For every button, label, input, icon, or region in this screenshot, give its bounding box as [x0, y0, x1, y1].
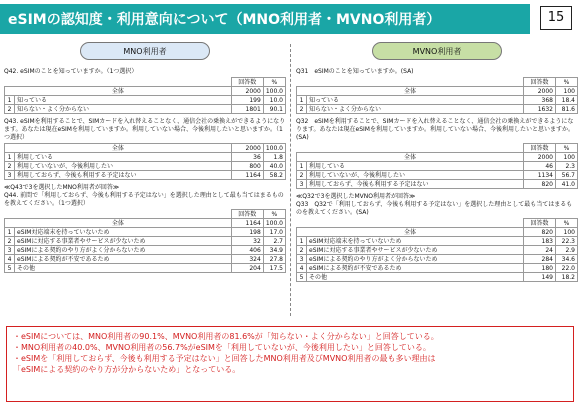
total-label: 全体 [5, 87, 232, 96]
total-count: 820 [524, 228, 556, 237]
total-count: 2000 [524, 87, 556, 96]
page-title: eSIMの認知度・利用意向について（MNO利用者・MVNO利用者） [8, 12, 441, 28]
table-row: 5 その他 204 17.5 [5, 264, 286, 273]
q42-block [4, 68, 286, 114]
total-pct: 100.0 [263, 87, 285, 96]
total-label: 全体 [5, 219, 232, 228]
q43-table [4, 143, 286, 180]
mno-label: MNO利用者 [80, 42, 210, 60]
table-row: 2 利用していないが、今後利用したい 800 40.0 [5, 162, 286, 171]
table-row: 1 eSIM対応端末を持っていないため 198 17.0 [5, 228, 286, 237]
header-pct: % [263, 78, 285, 87]
total-count: 2000 [231, 87, 263, 96]
table-row: 2 利用していないが、今後利用したい 1134 56.7 [297, 171, 578, 180]
summary-box [6, 326, 574, 402]
summary-line: ・eSIMについては、MNO利用者の90.1%、MVNO利用者の81.6%が「知らない・よく分からない」と回答している。 [13, 332, 439, 341]
q42-question: Q42. eSIMのことを知っていますか。（1つ選択） [4, 68, 138, 75]
q33-question: Q33 Q32で「利用しておらず、今後も利用する予定はない」を選択した理由として最も当てはまるものを教えてください。(SA) [296, 201, 573, 216]
table-row: 1 eSIM対応端末を持っていないため 183 22.3 [297, 237, 578, 246]
q44-table [4, 209, 286, 273]
q44-block [4, 184, 286, 273]
total-pct: 100.0 [263, 144, 285, 153]
total-pct: 100 [556, 153, 578, 162]
header-pct: % [556, 219, 578, 228]
total-count: 2000 [231, 144, 263, 153]
header-pct: % [263, 210, 285, 219]
table-row: 4 eSIMによる契約が不安であるため 180 22.0 [297, 264, 578, 273]
summary-line: 「eSIMによる契約のやり方が分からないため」となっている。 [13, 365, 241, 374]
q33-block [296, 193, 578, 282]
table-row: 4 eSIMによる契約が不安であるため 324 27.8 [5, 255, 286, 264]
total-label: 全体 [297, 228, 524, 237]
table-row: 2 eSIMに対応する事業者やサービスが少ないため 32 2.7 [5, 237, 286, 246]
total-label: 全体 [297, 153, 524, 162]
total-count: 1164 [231, 219, 263, 228]
table-row: 3 利用しておらず、今後も利用する予定はない 820 41.0 [297, 180, 578, 189]
table-row: 1 利用している 46 2.3 [297, 162, 578, 171]
q31-question: Q31 eSIMのことを知っていますか。(SA) [296, 68, 414, 75]
header-pct: % [556, 144, 578, 153]
table-row: 1 利用している 36 1.8 [5, 153, 286, 162]
header-count: 回答数 [524, 144, 556, 153]
total-pct: 100.0 [263, 219, 285, 228]
table-row: 2 知らない・よく分からない 1632 81.6 [297, 105, 578, 114]
q31-table [296, 77, 578, 114]
summary-line: ・MNO利用者の40.0%、MVNO利用者の56.7%がeSIMを「利用していないが、今後利用したい」と回答している。 [13, 343, 431, 352]
mvno-column [296, 42, 578, 286]
q33-table [296, 218, 578, 282]
total-pct: 100 [556, 228, 578, 237]
q44-condition: ≪Q43で3を選択したMNO利用者が回答≫ [4, 184, 120, 191]
table-row: 3 利用しておらず、今後も利用する予定はない 1164 58.2 [5, 171, 286, 180]
q32-question: Q32 eSIMを利用することで、SIMカードを入れ替えることなく、通信会社の乗換えができるようになります。あなたは現在eSIMを利用していますか。利用していない場合、今後利用したいと思いますか。(SA) [296, 118, 574, 141]
page-number: 15 [540, 6, 572, 30]
q43-block [4, 118, 286, 180]
q32-table [296, 143, 578, 189]
table-row: 2 eSIMに対応する事業者やサービスが少ないため 24 2.9 [297, 246, 578, 255]
q32-block [296, 118, 578, 189]
total-label: 全体 [5, 144, 232, 153]
table-row: 1 知っている 199 10.0 [5, 96, 286, 105]
header-count: 回答数 [524, 78, 556, 87]
column-divider [290, 44, 291, 316]
q44-question: Q44. 前問で「利用しておらず、今後も利用する予定はない」を選択した理由として最も当てはまるものを教えてください。（1つ選択） [4, 192, 284, 207]
summary-line: ・eSIMを「利用しておらず、今後も利用する予定はない」と回答したMNO利用者及びMVNO利用者の最も多い理由は [13, 354, 436, 363]
header-count: 回答数 [231, 210, 263, 219]
table-row: 1 知っている 368 18.4 [297, 96, 578, 105]
table-row: 3 eSIMによる契約のやり方がよく分からないため 284 34.6 [297, 255, 578, 264]
table-row: 2 知らない・よく分からない 1801 90.1 [5, 105, 286, 114]
total-count: 2000 [524, 153, 556, 162]
q31-block [296, 68, 578, 114]
header-count: 回答数 [524, 219, 556, 228]
mvno-label: MVNO利用者 [372, 42, 502, 60]
table-row: 5 その他 149 18.2 [297, 273, 578, 282]
header-count: 回答数 [231, 78, 263, 87]
q43-question: Q43. eSIMを利用することで、SIMカードを入れ替えることなく、通信会社の乗換えができるようになります。あなたは現在eSIMを利用していますか。利用していない場合、今後利用したいと思いますか。（1つ選択） [4, 118, 286, 141]
header-pct: % [556, 78, 578, 87]
total-pct: 100 [556, 87, 578, 96]
q42-table [4, 77, 286, 114]
title-bar [0, 4, 530, 34]
total-label: 全体 [297, 87, 524, 96]
q33-condition: ≪Q32で3を選択したMVNO利用者が回答≫ [296, 193, 416, 200]
mno-column [4, 42, 286, 277]
table-row: 3 eSIMによる契約のやり方がよく分からないため 406 34.9 [5, 246, 286, 255]
